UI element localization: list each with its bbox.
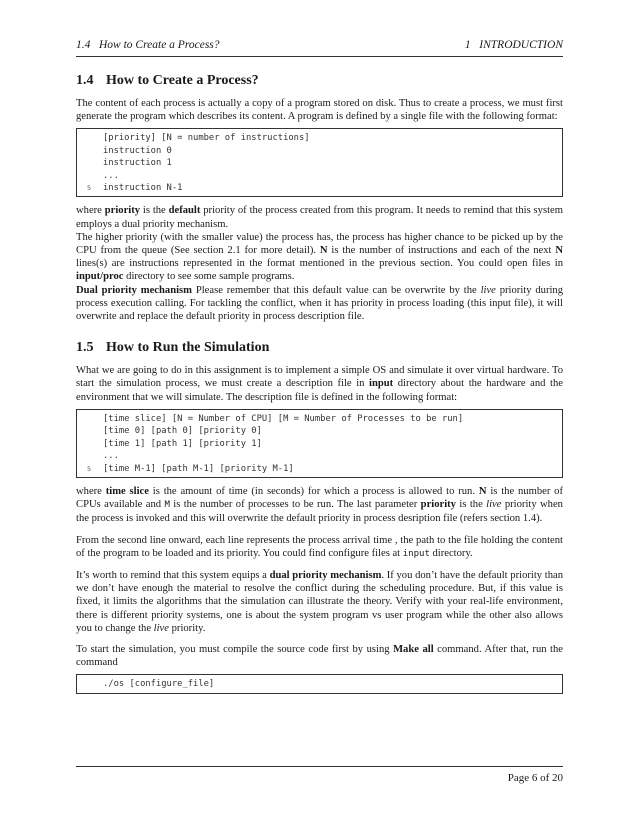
code-block-run-command <box>76 674 563 693</box>
paragraph-higher-priority: The higher priority (with the smaller value) the process has, the process has higher chance to be picked up by the CPU from the queue (See section 2.1 for more detail). N is the number of instructions and each of the next N lines(s) are instructions represented in the format mentioned in the previous section. You could open files in input/proc directory to see some sample programs. <box>76 231 564 283</box>
code-line: [time slice] [N = Number of CPU] [M = Number of Processes to be run] <box>103 413 464 424</box>
line-number: 5 <box>87 464 92 473</box>
code-line: instruction 0 <box>103 145 172 156</box>
paragraph-second-line: From the second line onward, each line represents the process arrival time , the path to the file holding the content of the program to be loaded and its priority. You could find configure files at input directory. <box>76 534 563 559</box>
paragraph-priority: where priority is the default priority of the process created from this program. It needs to remind that this system employs a dual priority mechanism. <box>76 205 563 230</box>
code-line: [priority] [N = number of instructions] <box>103 133 310 144</box>
code-block-config-format <box>76 409 563 478</box>
page-content <box>76 68 563 701</box>
paragraph-compile: To start the simulation, you must compile the source code first by using Make all command. After that, run the command <box>76 643 563 669</box>
paragraph-intro-1-5: What we are going to do in this assignment is to implement a simple OS and simulate it over virtual hardware. To start the simulation process, we must create a description file in input directory about the hardware and the environment that we will simulate. The description file is defined in the following format: <box>76 365 564 403</box>
section-heading-1-4 <box>76 72 563 90</box>
line-number: 5 <box>87 184 92 193</box>
paragraph-dual-priority: Dual priority mechanism Please remember that this default value can be overwrite by the live priority during process execution calling. For tackling the conflict, when it has priority in process loading (this input file), it will overwrite and replace the default priority in process description file. <box>76 284 564 323</box>
section-title: How to Run the Simulation <box>106 340 270 356</box>
code-line: 5 [time M-1] [path M-1] [priority M-1] <box>87 463 294 474</box>
code-block-program-format <box>76 128 563 197</box>
code-line: ... <box>103 451 119 462</box>
header-section-title: 1.4 How to Create a Process? <box>76 39 220 51</box>
code-line: [time 1] [path 1] [priority 1] <box>103 438 262 449</box>
header-rule <box>76 56 563 57</box>
code-line: [time 0] [path 0] [priority 0] <box>103 426 262 437</box>
code-line: instruction 1 <box>103 158 172 169</box>
section-number: 1.4 <box>76 73 94 88</box>
section-title: How to Create a Process? <box>106 73 259 88</box>
paragraph-time-slice: where time slice is the amount of time (in seconds) for which a process is allowed to run. N is the number of CPUs available and M is the number of processes to be run. The last parameter priority is the live priority when the process is invoked and this will overwrite the default priority in process desription file (refers section 1.4). <box>76 485 564 525</box>
section-number: 1.5 <box>76 340 94 356</box>
code-line: ./os [configure_file] <box>103 679 215 690</box>
header-chapter-title: 1 INTRODUCTION <box>464 39 563 51</box>
page-number: Page 6 of 20 <box>507 772 563 784</box>
section-heading-1-5 <box>76 339 563 357</box>
paragraph-dual-priority-remind: It’s worth to remind that this system equips a dual priority mechanism. If you don’t have the default priority than we don’t have enough the material to resolve the conflict during the scheduling procedure. But, if this value is fixed, it limits the algorithms that the simulation can illustrate the theory. Verify with your real-life environment, there is different priority systems, one is about the system program vs user program while the other also allows you to change the live priority. <box>76 569 563 634</box>
paragraph-intro-1-4: The content of each process is actually a copy of a program stored on disk. Thus to create a process, we must first generate the program which describes its content. A program is defined by a single file with the following format: <box>76 98 563 123</box>
code-line: 5 instruction N-1 <box>87 183 183 194</box>
footer-rule <box>76 766 563 767</box>
code-line: ... <box>103 170 119 181</box>
